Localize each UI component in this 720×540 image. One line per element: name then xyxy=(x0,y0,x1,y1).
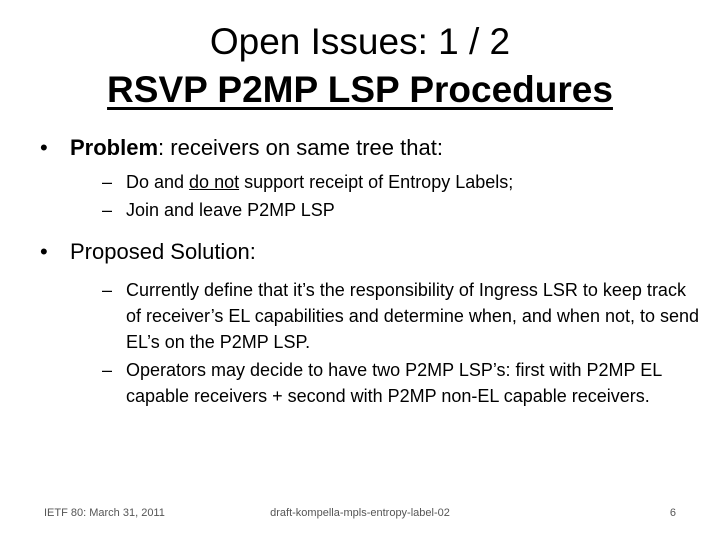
title-line-2: RSVP P2MP LSP Procedures xyxy=(107,69,613,110)
sub-text: Currently define that it’s the responsibility of Ingress LSR to keep track of receiver’s EL capabilities and determine when, and when not, to send EL’s on the P2MP LSP. xyxy=(126,280,700,352)
slide-title xyxy=(0,18,720,114)
sub-bullet-dash: – xyxy=(102,360,113,380)
proposed-solution-text: Proposed Solution: xyxy=(70,239,256,264)
sub-text-after: support receipt of Entropy Labels; xyxy=(239,172,514,192)
sub-bullet-dash: – xyxy=(102,172,113,192)
problem-text: : receivers on same tree that: xyxy=(158,135,443,160)
sub-bullet-join-leave xyxy=(102,197,700,223)
bullet-problem xyxy=(40,133,700,163)
sub-bullet-ingress-lsr xyxy=(102,277,700,355)
title-line-1: Open Issues: 1 / 2 xyxy=(209,21,511,62)
sub-bullet-dash: – xyxy=(102,280,113,300)
sub-bullet-two-p2mp-lsps xyxy=(102,357,700,409)
bullet-dot: • xyxy=(40,135,48,160)
sub-text-underlined: do not xyxy=(189,172,240,192)
sub-text: Join and leave P2MP LSP xyxy=(126,200,335,220)
footer-date: IETF 80: March 31, 2011 xyxy=(44,507,165,519)
footer-page-number: 6 xyxy=(669,507,676,519)
bullet-proposed-solution xyxy=(40,237,700,267)
bullet-dot: • xyxy=(40,239,48,264)
sub-text-before: Do and xyxy=(126,172,190,192)
sub-text: Operators may decide to have two P2MP LSP’s: first with P2MP EL capable receivers + second with P2MP non-EL capable receivers. xyxy=(126,360,662,406)
sub-bullet-dash: – xyxy=(102,200,113,220)
footer-draft-name: draft-kompella-mpls-entropy-label-02 xyxy=(270,507,450,519)
slide-body xyxy=(40,133,700,409)
sub-bullet-entropy-support xyxy=(102,169,700,195)
problem-label: Problem xyxy=(70,135,159,160)
